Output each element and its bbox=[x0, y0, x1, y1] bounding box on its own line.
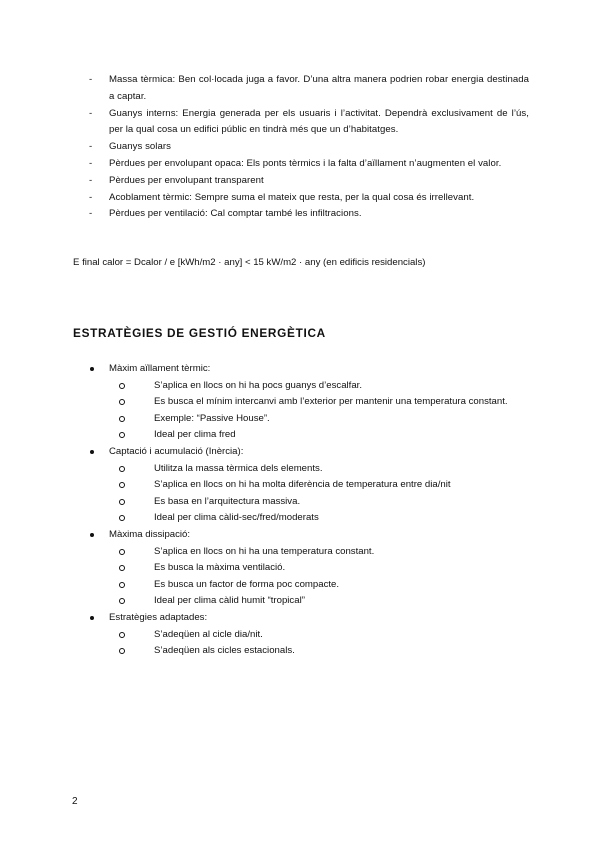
sub-item-text: Exemple: “Passive House”. bbox=[154, 412, 270, 424]
bullet-icon bbox=[90, 450, 94, 454]
circle-bullet-icon bbox=[119, 416, 125, 422]
sub-item bbox=[119, 577, 529, 594]
sub-item bbox=[119, 427, 529, 444]
dash-marker: - bbox=[89, 74, 93, 85]
strategy-item bbox=[89, 610, 529, 660]
strategy-item bbox=[89, 527, 529, 610]
circle-bullet-icon bbox=[119, 383, 125, 389]
strategy-sublist bbox=[109, 461, 529, 527]
sub-item bbox=[119, 643, 529, 660]
dash-marker: - bbox=[89, 208, 93, 220]
circle-bullet-icon bbox=[119, 499, 125, 505]
list-item-text: Pèrdues per ventilació: Cal comptar també les infiltracions. bbox=[109, 208, 362, 220]
strategy-item bbox=[89, 361, 529, 444]
strategy-item bbox=[89, 444, 529, 527]
circle-bullet-icon bbox=[119, 482, 125, 488]
sub-item-text: S’adeqüen al cicle dia/nit. bbox=[154, 628, 263, 640]
bullet-icon bbox=[90, 616, 94, 620]
sub-item-text: S’adeqüen als cicles estacionals. bbox=[154, 645, 295, 657]
list-item-text: Pèrdues per envolupant opaca: Els ponts tèrmics i la falta d’aïllament n’augmenten el valor. bbox=[109, 157, 502, 169]
list-item bbox=[89, 72, 529, 106]
sub-item bbox=[119, 411, 529, 428]
circle-bullet-icon bbox=[119, 399, 125, 405]
strategy-sublist bbox=[109, 378, 529, 444]
sub-item bbox=[119, 627, 529, 644]
strategy-label: Màxim aïllament tèrmic: bbox=[109, 363, 211, 374]
sub-item bbox=[119, 477, 529, 494]
circle-bullet-icon bbox=[119, 582, 125, 588]
dash-marker: - bbox=[89, 191, 93, 203]
sub-item bbox=[119, 544, 529, 561]
strategy-label: Captació i acumulació (Inèrcia): bbox=[109, 445, 244, 457]
circle-bullet-icon bbox=[119, 565, 125, 571]
sub-item-text: Es busca un factor de forma poc compacte. bbox=[154, 578, 340, 590]
list-item bbox=[89, 106, 529, 140]
circle-bullet-icon bbox=[119, 432, 125, 438]
circle-bullet-icon bbox=[119, 632, 125, 638]
circle-bullet-icon bbox=[119, 598, 125, 604]
strategy-label: Màxima dissipació: bbox=[109, 528, 191, 540]
sub-item bbox=[119, 494, 529, 511]
list-item-text: Massa tèrmica: Ben col·locada juga a favor. D’una altra manera podrien robar energia destinada a captar. bbox=[109, 74, 529, 102]
sub-item-text: Es busca el mínim intercanvi amb l’exterior per mantenir una temperatura constant. bbox=[154, 396, 508, 408]
sub-item-text: Es busca la màxima ventilació. bbox=[154, 562, 286, 574]
list-item bbox=[89, 173, 529, 190]
sub-item-text: Ideal per clima fred bbox=[154, 429, 236, 441]
circle-bullet-icon bbox=[119, 648, 125, 654]
sub-item-text: S’aplica en llocs on hi ha pocs guanys d’escalfar. bbox=[154, 379, 362, 391]
sub-item-text: Ideal per clima càlid-sec/fred/moderats bbox=[154, 512, 319, 524]
circle-bullet-icon bbox=[119, 549, 125, 555]
energy-formula: E final calor = Dcalor / e [kWh/m2 · any] < 15 kW/m2 · any (en edificis residencials) bbox=[73, 257, 426, 268]
list-item bbox=[89, 139, 529, 156]
strategies-list bbox=[89, 361, 529, 660]
list-item-text: Acoblament tèrmic: Sempre suma el mateix que resta, per la qual cosa és irrellevant. bbox=[109, 191, 475, 203]
sub-item-text: S’aplica en llocs on hi ha una temperatura constant. bbox=[154, 545, 375, 557]
sub-item bbox=[119, 378, 529, 395]
sub-item-text: Es basa en l’arquitectura massiva. bbox=[154, 495, 301, 507]
sub-item bbox=[119, 394, 529, 411]
strategy-sublist bbox=[109, 627, 529, 660]
list-item bbox=[89, 206, 529, 223]
gains-losses-list bbox=[89, 72, 529, 223]
list-item-text: Pèrdues per envolupant transparent bbox=[109, 174, 264, 186]
dash-marker: - bbox=[89, 107, 93, 119]
sub-item-text: S’aplica en llocs on hi ha molta diferència de temperatura entre dia/nit bbox=[154, 479, 451, 491]
sub-item bbox=[119, 510, 529, 527]
section-title: ESTRATÈGIES DE GESTIÓ ENERGÈTICA bbox=[73, 326, 326, 340]
dash-marker: - bbox=[89, 157, 93, 169]
list-item bbox=[89, 190, 529, 207]
list-item-text: Guanys solars bbox=[109, 141, 171, 153]
dash-marker: - bbox=[89, 174, 93, 186]
sub-item bbox=[119, 593, 529, 610]
sub-item bbox=[119, 560, 529, 577]
bullet-icon bbox=[90, 533, 94, 537]
list-item bbox=[89, 156, 529, 173]
sub-item bbox=[119, 461, 529, 478]
strategy-label: Estratègies adaptades: bbox=[109, 611, 208, 623]
list-item-text: Guanys interns: Energia generada per els usuaris i l’activitat. Dependrà exclusivament de l’ús, per la qual cosa un edifici públic en tindrà més que un d’habitatges. bbox=[109, 107, 529, 136]
page-number: 2 bbox=[72, 796, 78, 807]
circle-bullet-icon bbox=[119, 466, 125, 472]
circle-bullet-icon bbox=[119, 515, 125, 521]
bullet-icon bbox=[90, 367, 94, 371]
strategy-sublist bbox=[109, 544, 529, 610]
sub-item-text: Ideal per clima càlid humit “tropical” bbox=[154, 595, 305, 607]
sub-item-text: Utilitza la massa tèrmica dels elements. bbox=[154, 462, 323, 474]
dash-marker: - bbox=[89, 141, 93, 153]
